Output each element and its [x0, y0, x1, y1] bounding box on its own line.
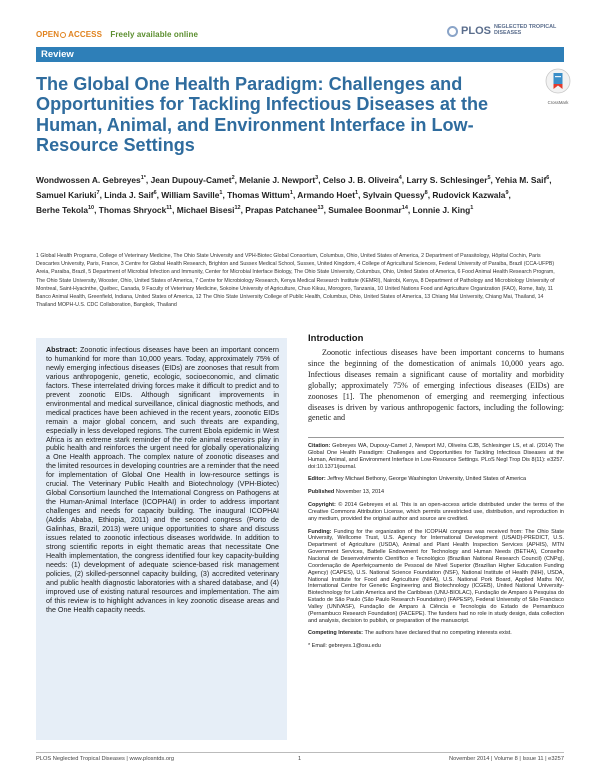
- metadata-text: * Email: gebreyes.1@osu.edu: [308, 643, 381, 650]
- author-name: Thomas Wittum: [227, 189, 290, 200]
- crossmark-badge[interactable]: [545, 68, 571, 105]
- author-affiliation-marker: 2: [231, 175, 235, 181]
- author-name: Larry S. Schlesinger: [406, 174, 488, 185]
- author-name: Yehia M. Saif: [495, 174, 547, 185]
- author: [297, 190, 358, 200]
- open-access-banner: [36, 30, 198, 39]
- journal-logo: [447, 25, 564, 37]
- article-type-bar: Review: [36, 47, 564, 62]
- author-affiliation-marker: 14: [401, 205, 408, 211]
- author: [413, 205, 474, 215]
- author-name: Sumalee Boonmar: [328, 204, 402, 215]
- metadata-label: Citation:: [308, 443, 331, 449]
- metadata-entry: [308, 643, 564, 650]
- open-access-lock-icon: [60, 32, 66, 38]
- metadata-entry: [308, 443, 564, 470]
- metadata-text: The authors have declared that no competing interests exist.: [364, 630, 512, 637]
- author-name: William Saville: [161, 189, 220, 200]
- metadata-entry: [308, 502, 564, 523]
- author-affiliation-marker: 7: [96, 190, 100, 196]
- metadata-text: © 2014 Gebreyes et al. This is an open-access article distributed under the terms of the Creative Commons Attribution License, which permits unrestricted use, distribution, and reproduction in any medium, provided the original author and source are credited.: [308, 502, 564, 522]
- metadata-entry: [308, 529, 564, 625]
- author-affiliation-marker: 1*: [140, 175, 146, 181]
- metadata-text: November 13, 2014: [335, 489, 385, 496]
- author-name: Melanie J. Newport: [239, 174, 316, 185]
- author-name: Wondwossen A. Gebreyes: [36, 174, 141, 185]
- author-name: Celso J. B. Oliveira: [322, 174, 399, 185]
- author-name: Linda J. Saif: [104, 189, 154, 200]
- author: [104, 190, 156, 200]
- author: [245, 205, 323, 215]
- introduction-heading: Introduction: [308, 333, 364, 344]
- author: [151, 175, 235, 185]
- abstract-text: Zoonotic infectious diseases have been an important concern to humankind for more than 10,000 years. Today, approximately 75% of newly emerging infectious diseases (EIDs) are zoonoses that result from various anthropogenic, genetic, ecologic, socioeconomic, and climatic factors. These interrelated driving forces make it difficult to predict and to prevent zoonotic EIDs. Although significant improvements in environmental and medical surveillance, clinical diagnostic methods, and medical practices have been achieved in the recent years, zoonotic EIDs remain a major global concern, and such threats are expanding, especially in less developed regions. The current Ebola epidemic in West Africa is an extreme stark reminder of the role animal reservoirs play in public health and reinforces the urgent need for globally operationalizing a One Health approach. The complex nature of zoonotic diseases and the limited resources in developing countries are a reminder that the need for implementation of Global One Health in low-resource settings is crucial. The Veterinary Public Health and Biotechnology (VPH-Biotec) Global Consortium launched the International Congress on Pathogens at the Human-Animal Interface (ICOPHAI) in order to address important challenges and needs for capacity building. The inaugural ICOPHAI (Addis Ababa, Ethiopia, 2011) and the second congress (Porto de Galinhas, Brazil, 2013) were unique opportunities to share and discuss issues related to zoonotic infectious diseases worldwide. In addition to strong scientific reports in eight thematic areas that necessitate One Health implementation, the congress identified four key capacity-building needs: (1) development of adequate science-based risk management policies, (2) skilled-personnel capacity building, (3) accredited veterinary and public health diagnostic laboratories with a shared database, and (4) improved use of existing natural resources and implementation. The aim of this review is to highlight advances in key zoonotic disease areas and the One Health capacity needs.: [46, 346, 280, 614]
- author-name: Lonnie J. King: [412, 204, 471, 215]
- metadata-label: Funding:: [308, 528, 332, 535]
- author: [36, 175, 146, 185]
- journal-name: NEGLECTED TROPICAL DISEASES: [494, 24, 557, 36]
- affiliations: 1 Global Health Programs, College of Veterinary Medicine, The Ohio State University and VPH-Biotec Global Consortium, Columbus, Ohio, United States of America, 2 Department of Parasitology, Hôpital Cochin, Paris Descartes University, Paris, France, 3 Centre for Global Health Research, Brighton and Sussex Medical School, Sussex, United Kingdom, 4 College of Agricultural Sciences, Federal University of Paraiba, Brazil (CCA-UFPB) Areia, Paraiba, Brazil, 5 Department of Microbial Infection and Immunity, Center for Microbial Interface Biology, The Ohio State University, Columbus, Ohio, United States of America, 6 Food Animal Health Research Program, The Ohio State University, Wooster, Ohio, United States of America, 7 Centre for Microbiology Research, Kenya Medical Research Institute (KEMRI), Nairobi, Kenya, 8 Department of Pathology and Microbiology University of Montreal, Saint-Hyacinthe, Québec, Canada, 9 Faculty of Veterinary Medicine, Sokoine University of Agriculture, Chuo Kikuu, Morogoro, Tanzania, 10 United Nations Food and Agriculture Organization (FAO), Rome, Italy, 11 Banco Animal Health, Greenfield, Indiana, United States of America, 12 The Ohio State University College of Public Health, Columbus, Ohio, United States of America, 13 Chiang Mai University, Chiang Mai, Thailand, 14 Thailand MOPH-U.S. CDC Collaboration, Bangkok, Thailand: [36, 253, 555, 309]
- author: [99, 205, 172, 215]
- author: [227, 190, 293, 200]
- page-number: 1: [298, 756, 302, 762]
- author: [177, 205, 241, 215]
- author: [36, 205, 94, 215]
- author-name: Michael Bisesi: [176, 204, 235, 215]
- metadata-text: Jeffrey Michael Bethony, George Washington University, United States of America: [327, 476, 527, 483]
- author-affiliation-marker: 3: [315, 175, 319, 181]
- author-affiliation-marker: 1: [219, 190, 223, 196]
- metadata-entry: [308, 476, 564, 483]
- author: [161, 190, 222, 200]
- author-affiliation-marker: 8: [424, 190, 428, 196]
- abstract-box: [36, 338, 287, 740]
- author: [363, 190, 428, 200]
- author-name: Samuel Kariuki: [36, 189, 97, 200]
- introduction-text: Zoonotic infectious diseases have been important concerns to humans since the beginning of the domestication of animals 10,000 years ago. Infectious diseases remain a significant cause of mortality and morbidity globally; approximately 75% of emerging infectious diseases (EIDs) are zoonoses [1]. The phenomenon of emerging and reemerging infectious diseases is driven by various anthropogenic factors, including the following: genetic and: [308, 348, 564, 423]
- author-affiliation-marker: 12: [234, 205, 241, 211]
- author-name: Berhe Tekola: [36, 204, 88, 215]
- author: [406, 175, 490, 185]
- author-name: Armando Hoet: [297, 189, 355, 200]
- article-metadata: [308, 437, 564, 656]
- author-affiliation-marker: 1: [289, 190, 293, 196]
- crossmark-icon: [545, 68, 571, 94]
- crossmark-label: CrossMark: [547, 100, 569, 105]
- abstract-paragraph: [46, 346, 279, 615]
- plos-logo-icon: [447, 26, 458, 37]
- author-affiliation-marker: 6: [546, 175, 550, 181]
- abstract-label: Abstract:: [46, 346, 78, 354]
- metadata-label: Editor:: [308, 476, 326, 483]
- metadata-text: Funding for the organization of the ICOPHAI congress was received from: The Ohio State University, Wellcome Trust, U.S. Agency for International Development (USAID)-PREDICT, U.S. Department of Agriculture (USDA), Animal and Plant Health Inspection Services (APHIS), MTN Government Services, Battelle Endowment for Technology and Human Needs (BETHA), Conselho Nacional de Desenvolvimento Científico e Tecnológico (Brazilian National Research Council) (CNPq), Coordenação de Aperfeiçoamento de Pessoal de Nível Superior (Brazilian Higher Education Funding Agency) (CAPES), U.S. National Science Foundation (NSF), National Institute of Health (NIH), USDA, National Institute for Food and Agriculture (NIFA), U.S. National Pork Board, Applied Maths NV, International Centre for Genetic Engineering and Biotechnology (ICGEB), United National University-Biotechnology for Latin America and the Caribbean (UNU-BIOLAC), Fundação de Amparo à Pesquisa do Estado de São Paulo (São Paulo Research Foundation) (FAPESP), Federal University of São Francisco Valley (UNIVASF), Fundação de Amparo à Ciência e Tecnologia do Estado de Pernambuco (Pernambuco Research Foundation) (FACEPE). The funders had no role in study design, data collection and analysis, decision to publish, or preparation of the manuscript.: [308, 528, 564, 624]
- author-affiliation-marker: 6: [153, 190, 157, 196]
- author-name: Thomas Shryock: [98, 204, 167, 215]
- page-footer: [36, 756, 564, 766]
- author-name: Rudovick Kazwala: [432, 189, 506, 200]
- author-affiliation-marker: 4: [398, 175, 402, 181]
- author-affiliation-marker: 1: [355, 190, 359, 196]
- author-name: Prapas Patchanee: [245, 204, 318, 215]
- author: [328, 205, 408, 215]
- metadata-label: Copyright:: [308, 502, 336, 509]
- author-name: Sylvain Quessy: [362, 189, 425, 200]
- author-list: Wondwossen A. Gebreyes$^{1*}$, Jean Dupouy-Camet$^2$, Melanie J. Newport$^3$, Celso J. B. Oliveira$^4$, Larry S. Schlesinger$^5$, Yehia M. Saif$^6$, Samuel Kariuki$^7$, Linda J. Saif$^6$, William Saville$^1$, Thomas Wittum$^1$, Armando Hoet$^1$, Sylvain Quessy$^8$, Rudovick Kazwala$^9$, Berhe Tekola$^{10}$, Thomas Shryock$^{11}$, Michael Bisesi$^{12}$, Prapas Patchanee$^{13}$, Sumalee Boonmar$^{14}$, Lonnie J. King$^1$: [36, 174, 552, 215]
- access-label: ACCESS: [68, 30, 103, 39]
- author-affiliation-marker: 11: [166, 205, 173, 211]
- metadata-entry: [308, 489, 564, 496]
- footer-divider: [36, 752, 564, 753]
- author: [323, 175, 402, 185]
- freely-available-label: Freely available online: [110, 30, 199, 39]
- article-title: The Global One Health Paradigm: Challenges and Opportunities for Tackling Infectious Diseases at the Human, Animal, and Environment Interface in Low-Resource Settings: [36, 74, 489, 156]
- metadata-text: Gebreyes WA, Dupouy-Camet J, Newport MJ, Oliveira CJB, Schlesinger LS, et al. (2014) The Global One Health Paradigm: Challenges and Opportunities for Tackling Infectious Diseases at the Human, Animal, and Environment Interface in Low-Resource Settings. PLoS Negl Trop Dis 8(11): e3257. doi:10.1371/journal.: [308, 443, 565, 470]
- open-label: OPEN: [36, 30, 60, 39]
- author: [239, 175, 318, 185]
- author-name: Jean Dupouy-Camet: [150, 174, 232, 185]
- plos-wordmark: PLOS: [461, 25, 491, 37]
- author: [432, 190, 508, 200]
- metadata-label: Published: [308, 489, 335, 496]
- metadata-label: Competing Interests:: [308, 630, 364, 637]
- author: [36, 190, 100, 200]
- metadata-entry: [308, 630, 564, 637]
- footer-journal: PLOS Neglected Tropical Diseases | www.plosntds.org: [36, 756, 175, 762]
- author: [495, 175, 549, 185]
- author-affiliation-marker: 9: [505, 190, 509, 196]
- author-affiliation-marker: 1: [470, 205, 474, 211]
- author-affiliation-marker: 10: [87, 205, 95, 211]
- author-affiliation-marker: 13: [317, 205, 324, 211]
- footer-issue: November 2014 | Volume 8 | Issue 11 | e3257: [449, 756, 564, 762]
- author-affiliation-marker: 5: [487, 175, 491, 181]
